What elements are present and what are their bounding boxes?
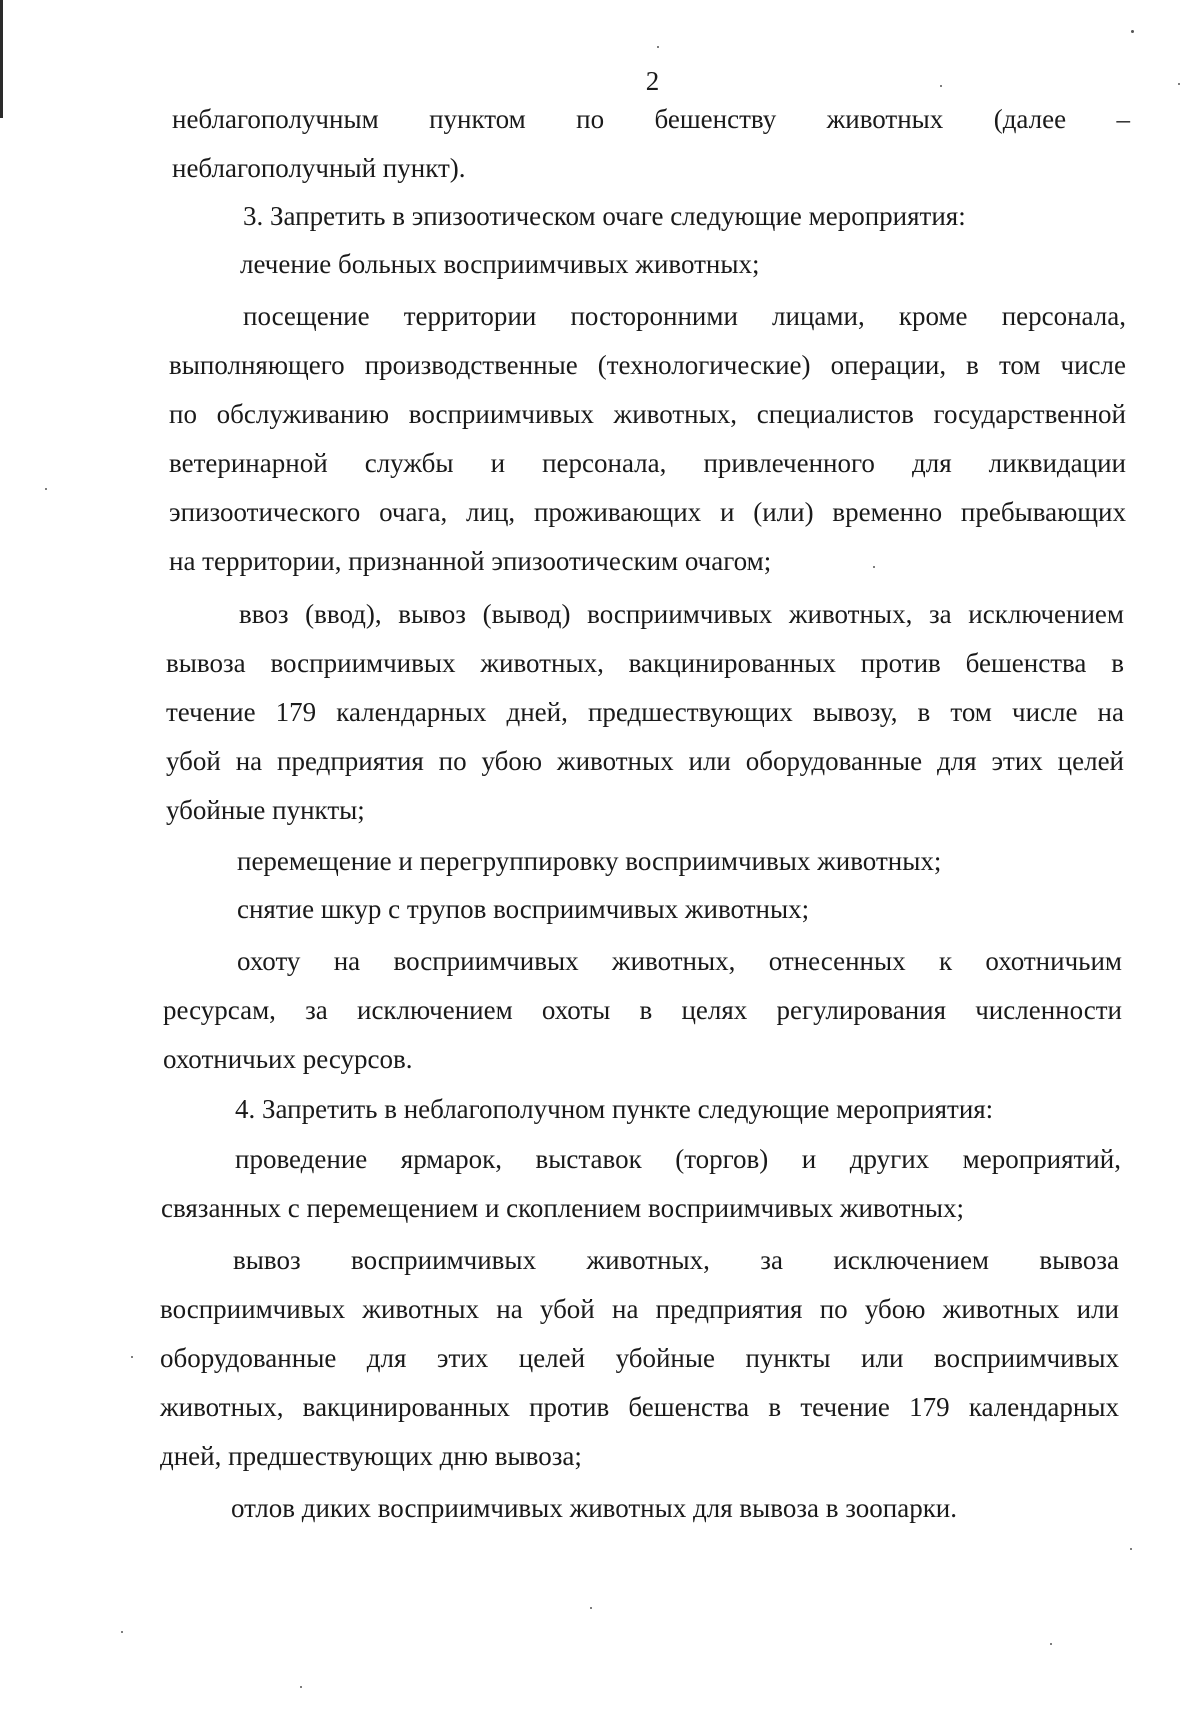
text-line: охоту на восприимчивых животных, отнесенных к охотничьим xyxy=(237,946,1122,976)
scan-speck xyxy=(131,1356,133,1358)
text-line: оборудованные для этих целей убойные пункты или восприимчивых xyxy=(160,1343,1119,1373)
text-line: связанных с перемещением и скоплением восприимчивых животных; xyxy=(161,1193,965,1223)
scan-speck xyxy=(940,85,942,87)
text-line: убойные пункты; xyxy=(166,795,365,825)
scan-speck xyxy=(1178,83,1180,85)
text-line: 3. Запретить в эпизоотическом очаге следующие мероприятия: xyxy=(243,201,966,231)
scan-speck xyxy=(590,1607,592,1609)
text-line: посещение территории посторонними лицами, кроме персонала, xyxy=(243,301,1126,331)
scan-speck xyxy=(45,488,47,490)
scan-speck xyxy=(1131,30,1134,33)
scan-speck xyxy=(1050,1643,1052,1645)
text-line: проведение ярмарок, выставок (торгов) и других мероприятий, xyxy=(235,1144,1121,1174)
text-line: на территории, признанной эпизоотическим очагом; xyxy=(169,546,772,576)
text-line: отлов диких восприимчивых животных для вывоза в зоопарки. xyxy=(231,1493,958,1523)
scan-speck xyxy=(300,1686,302,1688)
text-line: ветеринарной службы и персонала, привлеченного для ликвидации xyxy=(169,448,1126,478)
scan-speck xyxy=(121,1631,123,1633)
text-line: 4. Запретить в неблагополучном пункте следующие мероприятия: xyxy=(235,1094,994,1124)
text-line: лечение больных восприимчивых животных; xyxy=(240,249,760,279)
text-line: эпизоотического очага, лиц, проживающих и (или) временно пребывающих xyxy=(169,497,1126,527)
text-line: по обслуживанию восприимчивых животных, специалистов государственной xyxy=(169,399,1126,429)
scan-speck xyxy=(873,566,875,568)
text-line: дней, предшествующих дню вывоза; xyxy=(160,1441,582,1471)
text-line: ресурсам, за исключением охоты в целях регулирования численности xyxy=(163,995,1122,1025)
text-line: восприимчивых животных на убой на предприятия по убою животных или xyxy=(160,1294,1119,1324)
page-number: 2 xyxy=(645,66,660,96)
scan-edge xyxy=(0,0,3,118)
text-line: неблагополучный пункт). xyxy=(172,153,466,183)
text-line: вывоз восприимчивых животных, за исключением вывоза xyxy=(233,1245,1119,1275)
text-line: вывоза восприимчивых животных, вакцинированных против бешенства в xyxy=(166,648,1124,678)
text-line: снятие шкур с трупов восприимчивых животных; xyxy=(237,894,810,924)
text-line: убой на предприятия по убою животных или оборудованные для этих целей xyxy=(166,746,1124,776)
text-line: перемещение и перегруппировку восприимчивых животных; xyxy=(237,846,942,876)
text-line: выполняющего производственные (технологические) операции, в том числе xyxy=(169,350,1126,380)
scan-speck xyxy=(1130,1548,1132,1550)
text-line: животных, вакцинированных против бешенства в течение 179 календарных xyxy=(160,1392,1119,1422)
text-line: неблагополучным пунктом по бешенству животных (далее – xyxy=(172,104,1130,134)
text-line: течение 179 календарных дней, предшествующих вывозу, в том числе на xyxy=(166,697,1124,727)
scan-speck xyxy=(657,46,659,48)
text-line: ввоз (ввод), вывоз (вывод) восприимчивых животных, за исключением xyxy=(239,599,1124,629)
text-line: охотничьих ресурсов. xyxy=(163,1044,413,1074)
